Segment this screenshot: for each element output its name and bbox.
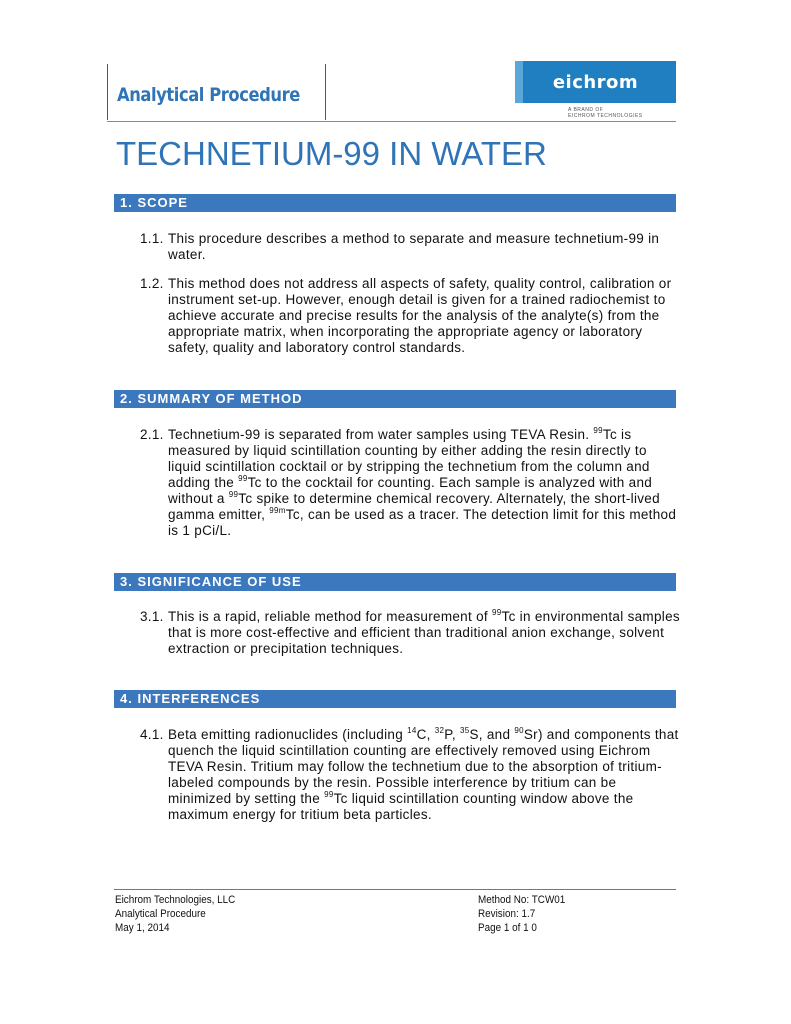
paragraph-text: Technetium-99 is separated from water samples using TEVA Resin. $^{99}$Tc is measured by liquid scintillation counting by either adding the resin directly to liquid scintillation cocktail or by stripping the technetium from the column and adding the $^{99}$Tc to the cocktail for counting. Each sample is analyzed with and without a $^{99}$Tc spike to determine chemical recovery. Alternately, the short-lived gamma emitter, $^{99m}$Tc, can be used as a tracer. The detection limit for this method is 1 pCi/L. [168,426,677,538]
paragraph-number: 3.1. [140,609,164,624]
paragraph-1-1 [140,231,680,263]
section-heading: 1. SCOPE [120,195,188,210]
footer-left [115,893,235,935]
footer-doc-type: Analytical Procedure [115,908,206,920]
paragraph-4-1 [140,727,680,823]
paragraph-3-1 [140,609,680,657]
paragraph-text: Beta emitting radionuclides (including $^{14}$C, $^{32}$P, $^{35}$S, and $^{90}$Sr) and components that quench the liquid scintillation counting are effectively removed using Eichrom TEVA Resin. Tritium may follow the technetium due to the absorption of tritium-labeled compounds by the resin. Possible interference by tritium can be minimized by setting the $^{99}$Tc liquid scintillation counting window above the maximum energy for tritium beta particles. [168,726,679,822]
section-3-header [114,573,676,591]
section-1-header [114,194,676,212]
paragraph-number: 1.1. [140,231,164,246]
footer-company: Eichrom Technologies, LLC [115,894,236,906]
header-left-rule [107,64,108,120]
footer-rule [114,889,676,890]
section-heading: 4. INTERFERENCES [120,691,261,706]
footer-revision: Revision: 1.7 [478,908,536,920]
paragraph-number: 2.1. [140,427,164,442]
header-title: Analytical Procedure [117,84,300,106]
paragraph-text: This is a rapid, reliable method for measurement of $^{99}$Tc in environmental samples that is more cost-effective and efficient than traditional anion exchange, solvent extraction or precipitation techniques. [168,608,680,656]
logo-subtitle [568,107,643,119]
footer-date: May 1, 2014 [115,922,170,934]
document-title: TECHNETIUM-99 IN WATER [116,135,547,172]
paragraph-1-2 [140,276,680,356]
section-4-header [114,690,676,708]
section-2-header [114,390,676,408]
logo-subtitle-line2: EICHROM TECHNOLOGIES [568,113,643,119]
section-heading: 2. SUMMARY OF METHOD [120,391,303,406]
footer-method: Method No: TCW01 [478,894,566,906]
section-heading: 3. SIGNIFICANCE OF USE [120,574,302,589]
logo-subtitle-line1: A BRAND OF [568,107,604,113]
eichrom-logo [515,61,676,103]
paragraph-number: 4.1. [140,727,164,742]
header-rule [107,121,676,122]
paragraph-2-1 [140,427,680,539]
footer-page: Page 1 of 1 0 [478,922,537,934]
logo-text: eichrom [552,71,639,93]
paragraph-text: This method does not address all aspects of safety, quality control, calibration or instrument set-up. However, enough detail is given for a trained radiochemist to achieve accurate and precise results for the analysis of the analyte(s) from the appropriate matrix, when incorporating the appropriate agency or laboratory safety, quality and laboratory control standards. [168,276,672,355]
footer-right [478,893,565,935]
paragraph-text: This procedure describes a method to separate and measure technetium-99 in water. [168,231,660,262]
header-divider [325,64,326,120]
paragraph-number: 1.2. [140,276,164,291]
